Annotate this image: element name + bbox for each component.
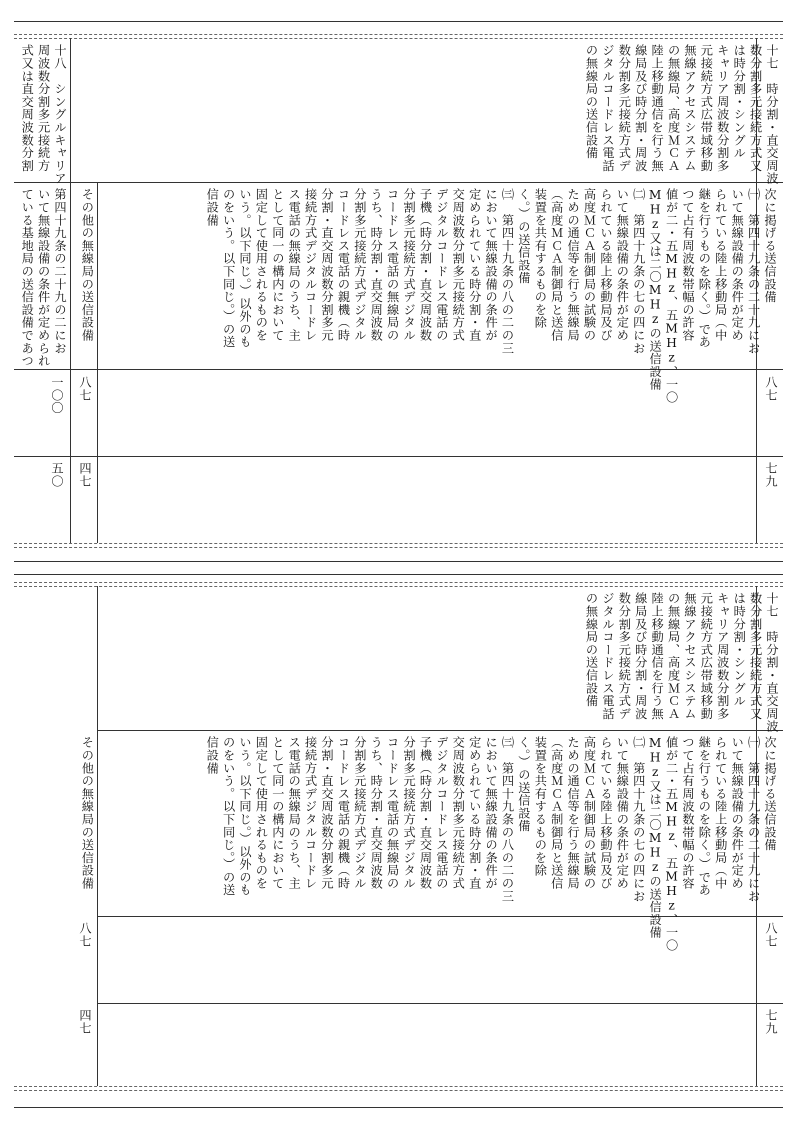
entry17-title: 十七 時分割・直交周波 数分割多元接続方式又 は時分割・シングル キャリア周波数分割多 元接続方式広帯域移動 無線アクセスシステム の無線局、高度ＭＣＡ 陸上移動通信を行う無 線局及び時分割・周波 数分割多元接続方式デ ジタルコードレス電話 の無線局の送信設備	[584, 44, 779, 185]
entry17-other-value-a: 八七	[78, 376, 92, 402]
top-border	[14, 21, 783, 22]
entry17-value-b-copy: 七九	[764, 1009, 778, 1035]
section-dashed-1	[14, 543, 783, 544]
entry17-sub-list: 次に掲げる送信設備 ㈠ 第四十九条の二十九にお いて無線設備の条件が定め られている陸上移動局（中 継を行うものを除く。）であ つて占有周波数帯幅の許容 値が二・五MHz、五MHz、一〇 MHz又は二〇MHzの送信設備 ㈡ 第四十九条の七の四にお いて無線設備の条件が定め られている陸上移動局及び 高度ＭＣＡ制御局の試験の ための通信等を行う無線局 （高度ＭＣＡ制御局と送信 装置を共有するものを除 く。）の送信設備 ㈢ 第四十九条の八の二の三 において無線設備の条件が 定められている時分割・直 交周波数分割多元接続方式 デジタルコードレス電話の 子機（時分割・直交周波数 分割多元接続方式デジタル コードレス電話の無線局の うち、時分割・直交周波数 分割多元接続方式デジタル コードレス電話の親機（時 分割・直交周波数分割多元 接続方式デジタルコードレ ス電話の無線局のうち、主 として同一の構内において 固定して使用されるものを いう。以下同じ。）以外のも のをいう。以下同じ。）の送 信設備	[205, 188, 777, 404]
entry17-sub-list-copy: 次に掲げる送信設備 ㈠ 第四十九条の二十九にお いて無線設備の条件が定め られている陸上移動局（中 継を行うものを除く。）であ つて占有周波数帯幅の許容 値が二・五MHz、五MHz、一〇 MHz又は二〇MHzの送信設備 ㈡ 第四十九条の七の四にお いて無線設備の条件が定め られている陸上移動局及び 高度ＭＣＡ制御局の試験の ための通信等を行う無線局 （高度ＭＣＡ制御局と送信 装置を共有するものを除 く。）の送信設備 ㈢ 第四十九条の八の二の三 において無線設備の条件が 定められている時分割・直 交周波数分割多元接続方式 デジタルコードレス電話の 子機（時分割・直交周波数 分割多元接続方式デジタル コードレス電話の無線局の うち、時分割・直交周波数 分割多元接続方式デジタル コードレス電話の親機（時 分割・直交周波数分割多元 接続方式デジタルコードレ ス電話の無線局のうち、主 として同一の構内において 固定して使用されるものを いう。以下同じ。）以外のも のをいう。以下同じ。）の送 信設備	[205, 736, 777, 952]
entry17-other-value-b: 四七	[78, 462, 92, 488]
top-dashed-2	[14, 38, 783, 39]
section-border	[14, 561, 783, 562]
entry17-value-a-copy: 八七	[764, 922, 778, 948]
bottom-dashed-3	[14, 1086, 783, 1087]
bottom-border	[14, 1107, 783, 1108]
bottom-dashed-2	[14, 586, 783, 587]
entry17-value-a: 八七	[764, 376, 778, 402]
bottom-top-border	[14, 574, 783, 575]
section-dashed-2	[14, 547, 783, 548]
entry18-title: 十八 シングルキャリア 周波数分割多元接続方 式又は直交周波数分割	[20, 44, 67, 185]
entry17-value-b: 七九	[764, 462, 778, 488]
col-rule	[70, 38, 71, 543]
row-rule	[97, 916, 783, 917]
entry18-sub: 第四十九条の二十九の二にお いて無線設備の条件が定められ ている基地局の送信設備であつ	[20, 188, 67, 368]
entry17-other-copy: その他の無線局の送信設備	[80, 736, 95, 890]
row-rule	[97, 1003, 783, 1004]
bottom-dashed-1	[14, 582, 783, 583]
entry18-value-a: 一〇〇	[50, 376, 64, 415]
entry17-other-value-a-copy: 八七	[78, 922, 92, 948]
bottom-dashed-4	[14, 1090, 783, 1091]
top-dashed-1	[14, 34, 783, 35]
entry18-value-b: 五〇	[50, 462, 64, 488]
entry17-other: その他の無線局の送信設備	[80, 188, 95, 342]
row-rule	[14, 456, 783, 457]
entry17-other-value-b-copy: 四七	[78, 1009, 92, 1035]
entry17-title-copy: 十七 時分割・直交周波 数分割多元接続方式又 は時分割・シングル キャリア周波数分割多 元接続方式広帯域移動 無線アクセスシステム の無線局、高度ＭＣＡ 陸上移動通信を行う無 線局及び時分割・周波 数分割多元接続方式デ ジタルコードレス電話 の無線局の送信設備	[584, 592, 779, 733]
